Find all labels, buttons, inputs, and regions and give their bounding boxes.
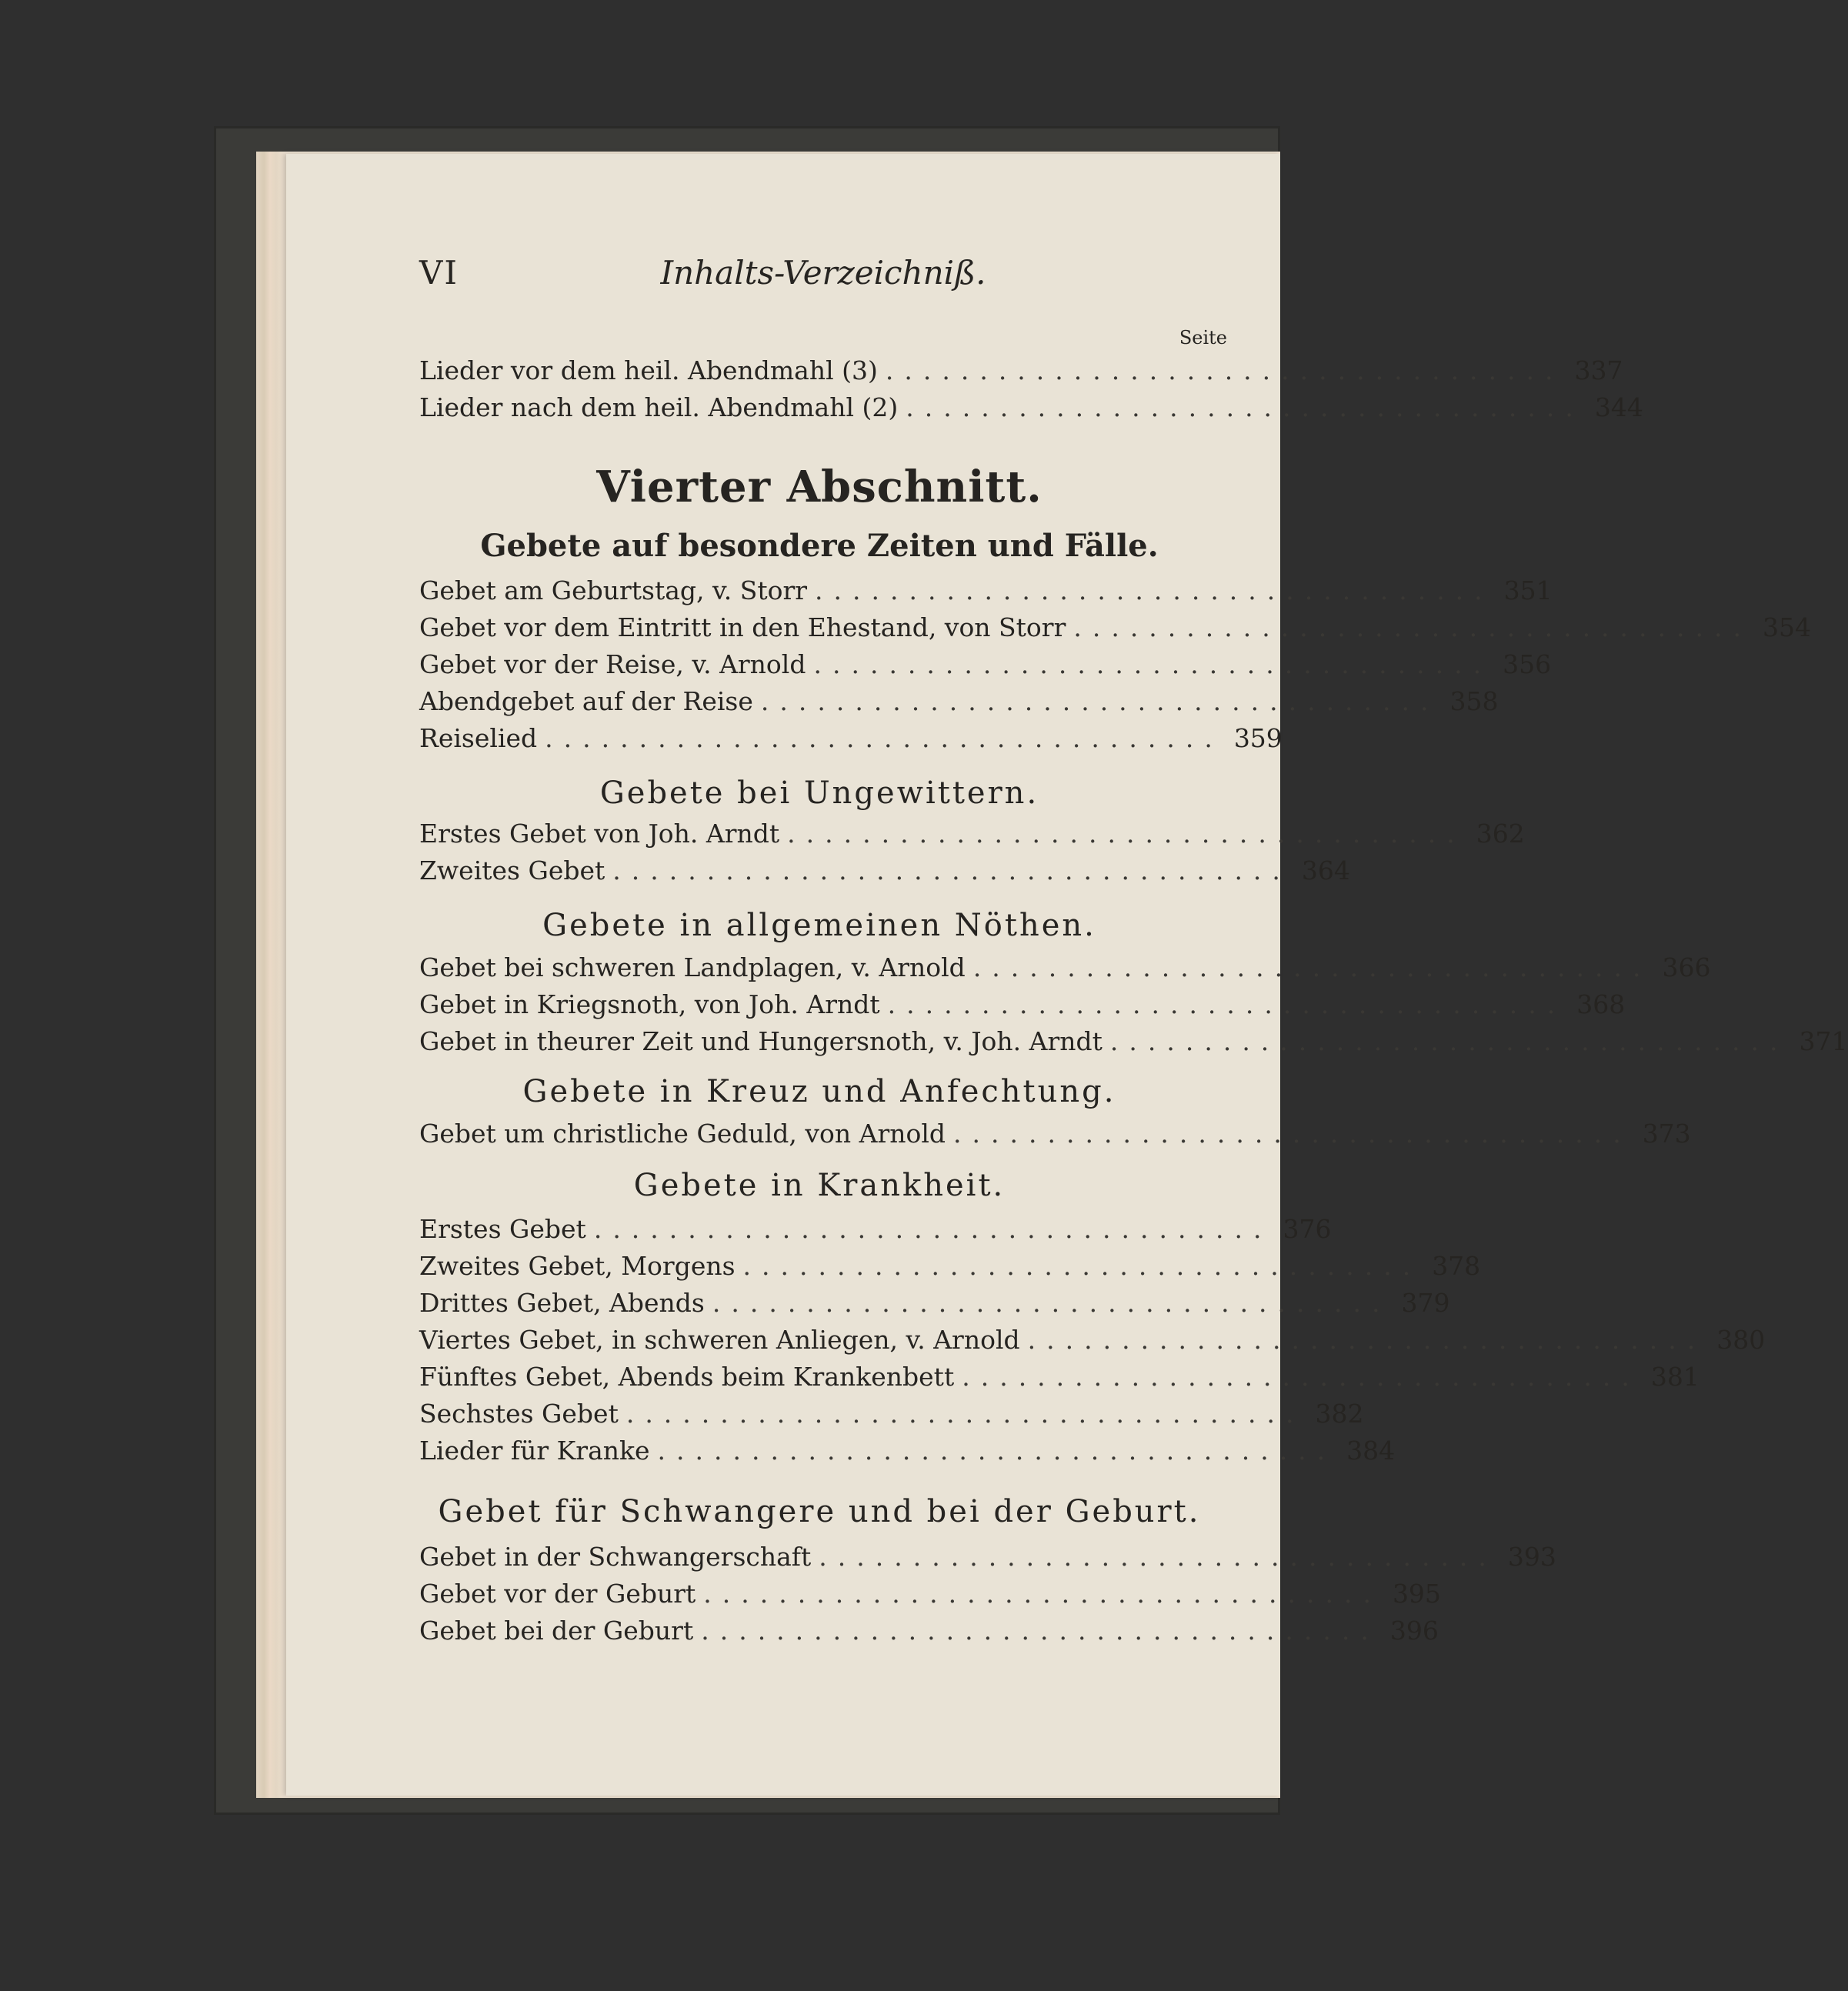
toc-entry[interactable]: Gebet vor der Geburt .................................... 395 <box>419 1579 1441 1609</box>
toc-entry[interactable]: Lieder nach dem heil. Abendmahl (2) .................................... 344 <box>419 392 1643 422</box>
toc-entry[interactable]: Gebet um christliche Geduld, von Arnold .................................... 373 <box>419 1119 1691 1149</box>
toc-entry[interactable]: Gebet am Geburtstag, v. Storr .................................... 351 <box>419 575 1553 605</box>
toc-entry[interactable]: Zweites Gebet, Morgens .................................... 378 <box>419 1251 1481 1281</box>
toc-entry[interactable]: Gebet bei schweren Landplagen, v. Arnold .................................... 366 <box>419 952 1711 982</box>
toc-entry[interactable]: Erstes Gebet von Joh. Arndt .................................... 362 <box>419 819 1525 849</box>
section-title: Vierter Abschnitt. <box>596 462 1042 512</box>
toc-entry[interactable]: Gebet vor der Reise, v. Arnold .................................... 356 <box>419 649 1552 679</box>
toc-entry[interactable]: Erstes Gebet .................................... 376 <box>419 1214 1332 1244</box>
subsection-heading: Gebete in Kreuz und Anfechtung. <box>522 1074 1116 1109</box>
table-of-contents <box>419 0 1848 1991</box>
toc-entry[interactable]: Gebet vor dem Eintritt in den Ehestand, von Storr .................................... 354 <box>419 612 1811 642</box>
section-subtitle: Gebete auf besondere Zeiten und Fälle. <box>480 528 1159 564</box>
toc-entry[interactable]: Abendgebet auf der Reise .................................... 358 <box>419 686 1499 716</box>
toc-entry[interactable]: Zweites Gebet .................................... 364 <box>419 855 1350 885</box>
toc-entry[interactable]: Fünftes Gebet, Abends beim Krankenbett .................................... 381 <box>419 1362 1700 1392</box>
subsection-heading: Gebet für Schwangere und bei der Geburt. <box>438 1494 1201 1529</box>
toc-entry[interactable]: Lieder vor dem heil. Abendmahl (3) .................................... 337 <box>419 355 1623 385</box>
toc-entry[interactable]: Gebet bei der Geburt .................................... 396 <box>419 1616 1439 1646</box>
subsection-heading: Gebete bei Ungewittern. <box>599 775 1039 811</box>
toc-entry[interactable]: Drittes Gebet, Abends .................................... 379 <box>419 1288 1450 1318</box>
toc-entry[interactable]: Sechstes Gebet .................................... 382 <box>419 1399 1364 1429</box>
page-number: VI <box>419 254 459 292</box>
toc-entry[interactable]: Reiselied .................................... 359 <box>419 723 1283 753</box>
page-column-label: Seite <box>1179 327 1227 349</box>
toc-entry[interactable]: Gebet in der Schwangerschaft .................................... 393 <box>419 1542 1556 1572</box>
toc-entry[interactable]: Gebet in Kriegsnoth, von Joh. Arndt .................................... 368 <box>419 989 1626 1019</box>
running-header <box>419 254 1227 300</box>
toc-entry[interactable]: Gebet in theurer Zeit und Hungersnoth, v. Joh. Arndt .................................... 371 <box>419 1026 1848 1056</box>
running-title: Inhalts-Verzeichniß. <box>660 254 986 292</box>
toc-entry[interactable]: Viertes Gebet, in schweren Anliegen, v. Arnold .................................... 380 <box>419 1325 1766 1355</box>
toc-entry[interactable]: Lieder für Kranke .................................... 384 <box>419 1436 1396 1466</box>
subsection-heading: Gebete in allgemeinen Nöthen. <box>542 908 1096 943</box>
subsection-heading: Gebete in Krankheit. <box>633 1168 1006 1203</box>
